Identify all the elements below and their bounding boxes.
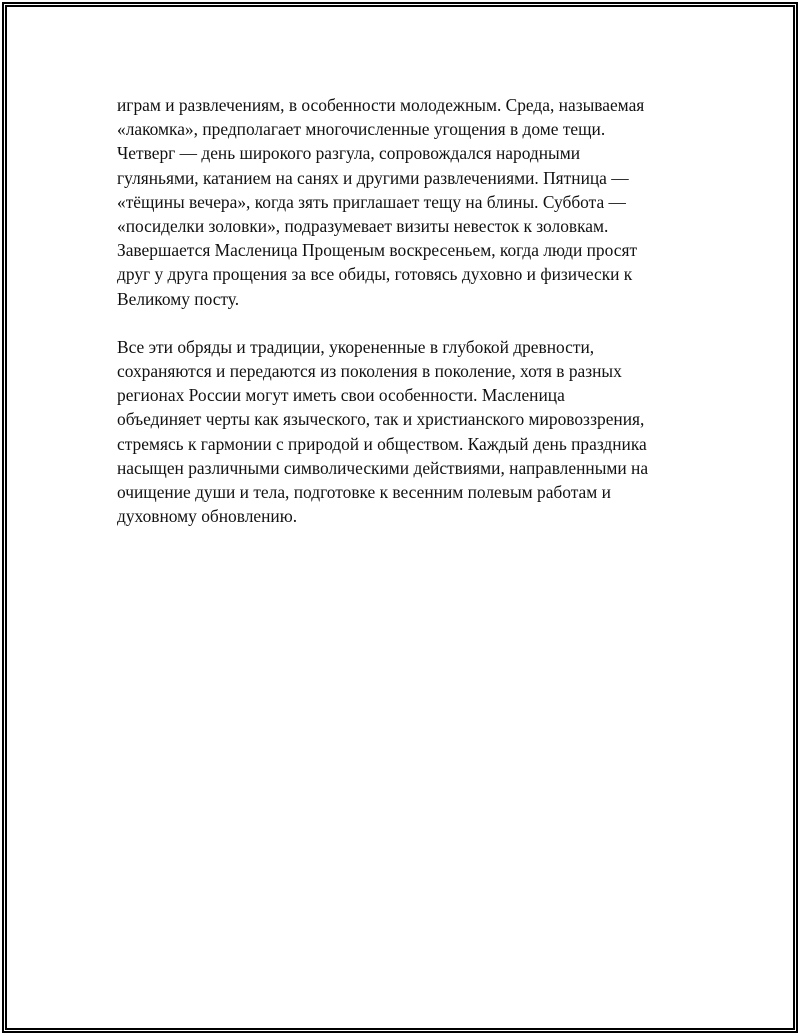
- text-line: друг у друга прощения за все обиды, готовясь духовно и физически к: [117, 264, 633, 285]
- text-line: очищение души и тела, подготовке к весенним полевым работам и: [117, 482, 611, 503]
- text-line: стремясь к гармонии с природой и обществом. Каждый день праздника: [117, 433, 647, 454]
- paragraph-spacer: [117, 311, 687, 335]
- paragraph-1: [117, 93, 687, 311]
- text-line: «посиделки золовки», подразумевает визиты невесток к золовкам.: [117, 216, 609, 237]
- text-line: Завершается Масленица Прощеным воскресеньем, когда люди просят: [117, 240, 638, 261]
- paragraph-2: [117, 335, 687, 529]
- text-line: «тёщины вечера», когда зять приглашает тещу на блины. Суббота —: [117, 191, 626, 212]
- text-line: «лакомка», предполагает многочисленные угощения в доме тещи.: [117, 119, 606, 140]
- text-line: духовному обновлению.: [117, 506, 298, 527]
- text-line: гуляньями, катанием на санях и другими развлечениями. Пятница —: [117, 167, 629, 188]
- text-line: насыщен различными символическими действиями, направленными на: [117, 457, 649, 478]
- text-line: регионах России могут иметь свои особенности. Масленица: [117, 385, 565, 406]
- text-line: сохраняются и передаются из поколения в поколение, хотя в разных: [117, 361, 622, 382]
- text-line: Все эти обряды и традиции, укорененные в глубокой древности,: [117, 336, 595, 357]
- text-line: играм и развлечениям, в особенности молодежным. Среда, называемая: [117, 95, 645, 115]
- text-line: Четверг — день широкого разгула, сопровождался народными: [117, 143, 581, 164]
- document-body: [117, 93, 687, 528]
- text-line: объединяет черты как языческого, так и христианского мировоззрения,: [117, 409, 645, 430]
- text-line: Великому посту.: [117, 288, 240, 309]
